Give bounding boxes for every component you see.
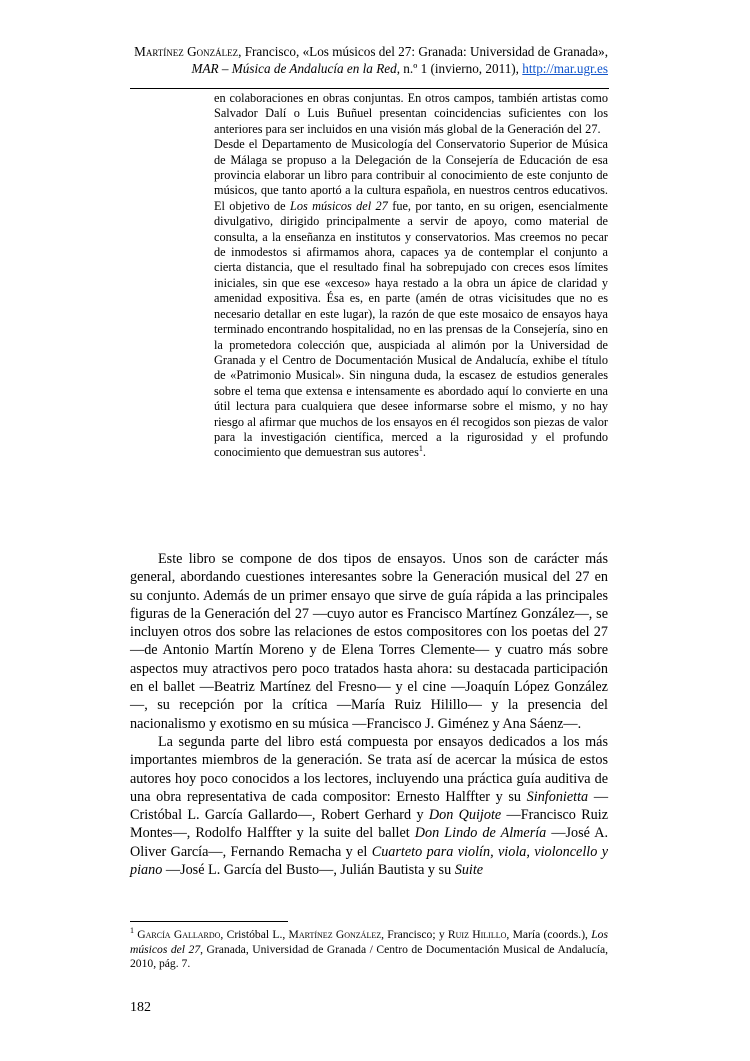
quote-paragraph-1: en colaboraciones en obras conjuntas. En otros campos, también artistas como Salvador Dalí o Luis Buñuel presentan coincidencias suficientes con los anteriores para ser incluidos en una visión más global de la Generación del 27.: [214, 91, 608, 136]
body-text: [130, 550, 608, 879]
footnote-author-2: Martínez González: [288, 928, 382, 941]
body-p2-text-a: La segunda parte del libro está compuesta por ensayos dedicados a los más importantes miembros de la generación. Se trata así de acercar la música de estos autores hoy poco conocidos a los lectores, incluyendo una práctica guía auditiva de una obra representativa de cada compositor: Ernesto Halffter y su: [130, 733, 608, 805]
work-title-suite: Suite: [454, 862, 484, 879]
block-quote: [214, 91, 608, 461]
footnote-1: [130, 928, 608, 972]
footnote-author-1-given: , Cristóbal L.,: [220, 928, 289, 941]
footnote-divider: [130, 921, 288, 922]
header-journal: MAR – Música de Andalucía en la Red: [191, 61, 397, 76]
header-divider: [130, 88, 609, 89]
work-title-sinfonietta: Sinfonietta: [526, 788, 589, 805]
footnote-rest: , Granada, Universidad de Granada / Centro de Documentación Musical de Andalucía, 2010, pág. 7.: [130, 942, 608, 971]
work-title-don-lindo: Don Lindo de Almería: [414, 825, 547, 842]
header-line-1: [130, 43, 608, 60]
footnote-number: 1: [130, 926, 134, 936]
work-title-cuarteto: Cuarteto para violín, viola, violoncello y piano: [130, 843, 608, 879]
footnote-author-1: García Gallardo: [137, 928, 221, 941]
quote-p2-text-a: Desde el Departamento de Musicología del Conservatorio Superior de Música de Málaga se propuso a la Delegación de la Consejería de Educación de esa provincia elaborar un libro para contribuir al conocimiento de este conjunto de músicos, que tanto aportó a la cultura española, en nuestros centros educativos. El objetivo de: [214, 137, 608, 213]
header-line2-rest: , n.º 1 (invierno, 2011),: [396, 61, 523, 76]
footnote-author-3: Ruiz Hilillo: [447, 928, 507, 941]
footnote-author-2-given: , Francisco; y: [381, 928, 448, 941]
header-url-link[interactable]: http://mar.ugr.es: [522, 61, 608, 76]
header-line-2: [130, 60, 608, 77]
body-p2-text-b: —Cristóbal L. García Gallardo—, Robert Gerhard y: [130, 788, 608, 824]
body-paragraph-2: [130, 733, 608, 879]
footnote-ref-1[interactable]: 1: [418, 444, 423, 454]
body-p2-text-d: —José A. Oliver García—, Fernando Remacha y el: [130, 825, 608, 860]
footnote-book-title: Los músicos del 27: [130, 928, 608, 956]
quote-paragraph-2: [214, 137, 608, 461]
footnote-author-3-given: , María (coords.),: [506, 928, 592, 941]
quote-p2-end: .: [422, 445, 426, 460]
quote-book-title: Los músicos del 27: [289, 198, 388, 213]
body-paragraph-1: Este libro se compone de dos tipos de ensayos. Unos son de carácter más general, abordando cuestiones interesantes sobre la Generación musical del 27 en su conjunto. Además de un primer ensayo que sirve de guía rápida a las principales figuras de la Generación del 27 —cuyo autor es Francisco Martínez González—, se incluyen otros dos sobre las relaciones de estos compositores con los poetas del 27 —de Antonio Martín Moreno y de Elena Torres Clemente— y cuatro más sobre aspectos muy atractivos pero poco tratados hasta ahora: su destacada participación en el ballet —Beatriz Martínez del Fresno— y el cine —Joaquín López González—, su recepción por la crítica —María Ruiz Hilillo— y la presencia del nacionalismo y exotismo en su música —Francisco J. Giménez y Ana Sáenz—.: [130, 551, 608, 732]
quote-p2-text-b: fue, por tanto, en su origen, esencialmente divulgativo, dirigido principalmente a servir de apoyo, como material de consulta, a la enseñanza en institutos y conservatorios. Mas creemos no pecar de inmodestos si afirmamos ahora, capaces ya de contemplar el conjunto a cierta distancia, que el resultado final ha sobrepujado con creces esos límites iniciales, sin que ese «exceso» haya restado a la obra un ápice de claridad y amenidad expositiva. Ésa es, en parte (amén de otras vicisitudes que no es necesario detallar en este lugar), la razón de que este mosaico de ensayos haya terminado encontrando hospitalidad, no en las prensas de la Consejería, sino en la prometedora colección que, auspiciada al alimón por la Universidad de Granada y el Centro de Documentación Musical de Andalucía, exhibe el título de «Patrimonio Musical». Sin ninguna duda, la escasez de estudios generales sobre el tema que extensa e intensamente es abordado aquí lo convierte en una útil lectura para cualquiera que desee informarse sobre el mismo, y no hay riesgo al afirmar que muchos de los ensayos en él recogidos son piezas de valor para la investigación científica, merced a la rigurosidad y el profundo conocimiento que demuestran sus autores: [214, 198, 608, 460]
running-header: [130, 43, 608, 77]
header-author: Martínez González: [134, 44, 239, 59]
work-title-don-quijote: Don Quijote: [428, 807, 502, 824]
body-p2-text-e: —José L. García del Busto—, Julián Bautista y su: [162, 862, 455, 879]
body-p2-text-c: —Francisco Ruiz Montes—, Rodolfo Halffter y la suite del ballet: [130, 807, 608, 842]
page-number: 182: [130, 1000, 151, 1015]
header-line1-rest: , Francisco, «Los músicos del 27: Granada: Universidad de Granada»,: [238, 44, 608, 59]
